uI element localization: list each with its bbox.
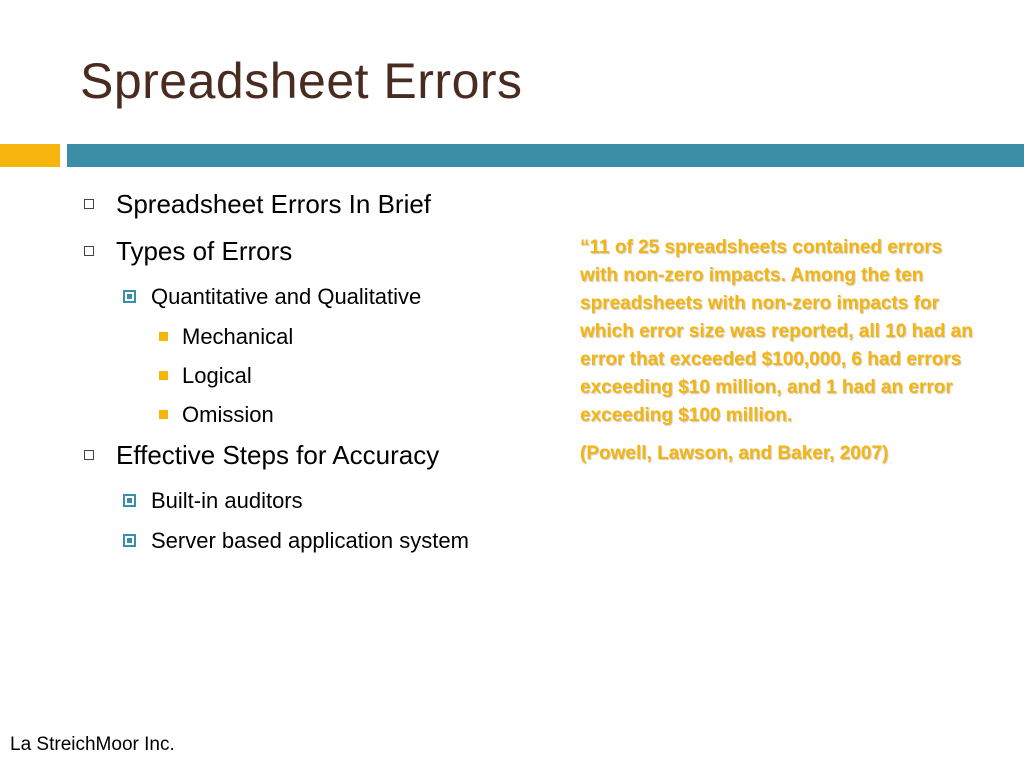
sub-bullet-text: Quantitative and Qualitative [151,284,422,309]
quote-citation: (Powell, Lawson, and Baker, 2007) [580,443,889,464]
sub-bullet-item [80,524,520,558]
bullet-text: Types of Errors [116,236,293,266]
sub-sub-bullet-text: Logical [182,363,252,388]
filled-square-bullet-icon [159,410,168,419]
hollow-square-bullet-icon [84,246,94,256]
sub-sub-bullet-text: Omission [182,402,274,427]
hollow-square-bullet-icon [84,450,94,460]
sub-bullet-item [80,280,520,314]
accent-bar-orange [0,144,60,167]
sub-bullet-text: Built-in auditors [151,488,303,513]
sub-sub-bullet-item [80,398,520,431]
boxed-square-bullet-icon [123,290,136,303]
filled-square-bullet-icon [159,371,168,380]
quote-text: “11 of 25 spreadsheets contained errors with non-zero impacts. Among the ten spreadsheets with non-zero impacts for which error size was reported, all 10 had an error that exceeded $100,000, 6 had errors exceeding $10 million, and 1 had an error exceeding $100 million. [580,237,973,426]
quote-box [580,234,980,478]
sub-sub-bullet-item [80,320,520,353]
accent-bar-teal [67,144,1024,167]
bullet-item [80,437,520,474]
slide-title: Spreadsheet Errors [80,53,523,109]
hollow-square-bullet-icon [84,199,94,209]
sub-sub-bullet-item [80,359,520,392]
bullet-text: Spreadsheet Errors In Brief [116,189,432,219]
footer-company: La StreichMoor Inc. [10,734,175,755]
boxed-square-bullet-icon [123,494,136,507]
bullet-item [80,233,520,270]
sub-sub-bullet-text: Mechanical [182,324,294,349]
filled-square-bullet-icon [159,332,168,341]
bullet-item [80,186,520,223]
sub-bullet-text: Server based application system [151,528,469,553]
boxed-square-bullet-icon [123,534,136,547]
sub-bullet-item [80,484,520,518]
bullet-text: Effective Steps for Accuracy [116,440,440,470]
bullet-list [80,186,520,564]
